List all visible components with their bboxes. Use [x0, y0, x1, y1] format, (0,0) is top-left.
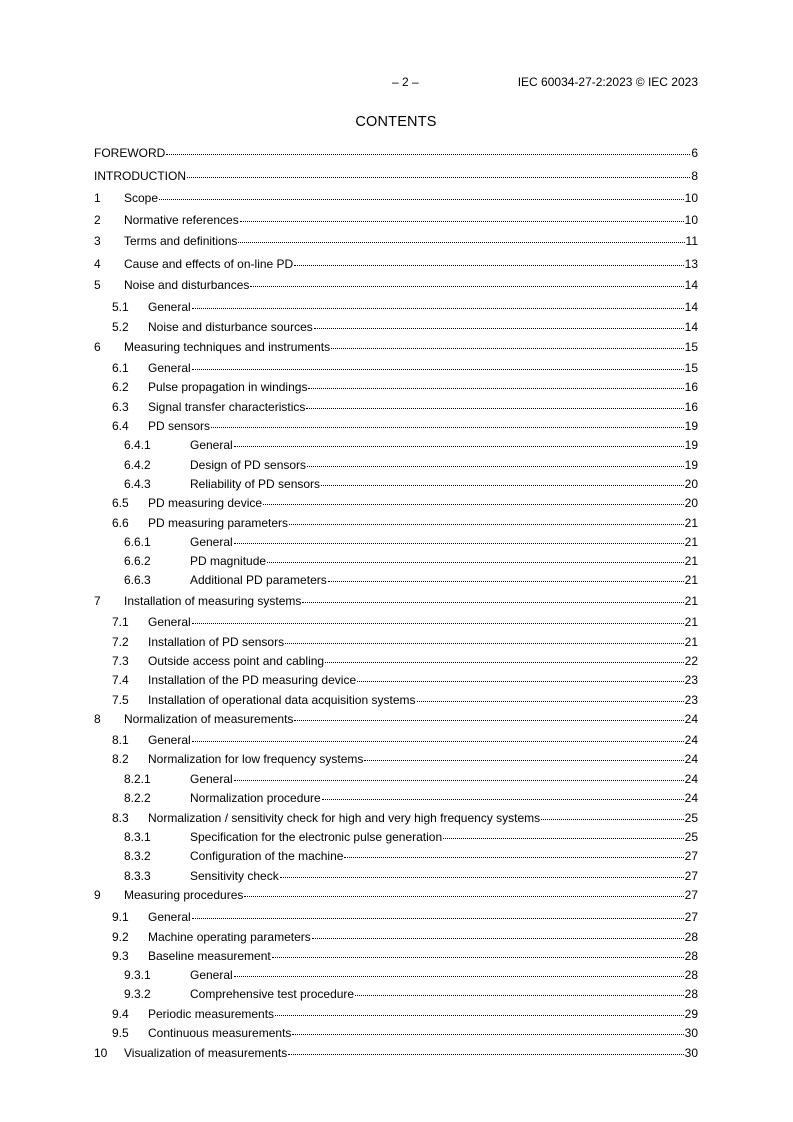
dot-leader	[192, 730, 684, 742]
toc-entry-title: Terms and definitions	[124, 234, 238, 248]
toc-entry-title: Installation of the PD measuring device	[148, 673, 357, 687]
toc-entry-number: 2	[94, 213, 101, 227]
toc-entry-title: PD measuring parameters	[148, 516, 289, 530]
dot-leader	[541, 808, 683, 820]
toc-entry-number: 9.2	[112, 930, 129, 944]
toc-entry-number: 5.1	[112, 300, 129, 314]
dot-leader	[306, 397, 683, 409]
toc-entry-number: 6.6.2	[124, 554, 151, 568]
dot-leader	[289, 513, 684, 525]
toc-entry-title: Additional PD parameters	[190, 573, 327, 587]
dot-leader	[302, 591, 683, 603]
toc-entry[interactable]	[94, 634, 698, 650]
dot-leader	[159, 188, 684, 200]
toc-entry-number: 9.3.2	[124, 987, 151, 1001]
toc-entry-page: 14	[684, 300, 698, 314]
toc-entry-title: Configuration of the machine	[190, 849, 344, 863]
toc-entry-title: General	[148, 361, 191, 375]
toc-entry-title: Scope	[124, 191, 159, 205]
toc-entry-page: 16	[684, 380, 698, 394]
toc-entry-title: Normalization of measurements	[124, 712, 294, 726]
dot-leader	[321, 474, 684, 486]
toc-entry-page: 21	[684, 573, 698, 587]
toc-entry-title: Measuring procedures	[124, 888, 244, 902]
toc-entry[interactable]	[94, 437, 698, 453]
dot-leader	[344, 846, 683, 858]
toc-entry-title: Design of PD sensors	[190, 458, 307, 472]
dot-leader	[328, 570, 684, 582]
toc-entry-page: 30	[684, 1046, 698, 1060]
dot-leader	[292, 1023, 683, 1035]
toc-entry-number: 7	[94, 594, 101, 608]
toc-entry[interactable]	[94, 929, 698, 945]
toc-entry[interactable]	[94, 515, 698, 531]
toc-entry-number: 6.6.1	[124, 535, 151, 549]
toc-entry-title: FOREWORD	[94, 146, 166, 160]
toc-entry-number: 7.5	[112, 693, 129, 707]
toc-entry-title: General	[190, 535, 233, 549]
toc-entry[interactable]	[94, 692, 698, 708]
toc-entry-page: 23	[684, 673, 698, 687]
dot-leader	[322, 788, 684, 800]
toc-entry[interactable]	[94, 299, 698, 315]
dot-leader	[285, 632, 684, 644]
toc-entry-title: General	[190, 772, 233, 786]
toc-entry-page: 14	[684, 320, 698, 334]
dot-leader	[417, 690, 684, 702]
dot-leader	[355, 984, 684, 996]
toc-entry[interactable]	[94, 360, 698, 376]
toc-entry-page: 27	[684, 869, 698, 883]
toc-entry-title: Noise and disturbance sources	[148, 320, 313, 334]
toc-entry-title: Periodic measurements	[148, 1007, 275, 1021]
dot-leader	[234, 965, 684, 977]
toc-entry[interactable]	[94, 848, 698, 864]
toc-entry[interactable]	[94, 418, 698, 434]
toc-entry-number: 6.4.1	[124, 438, 151, 452]
toc-entry-number: 8.2.2	[124, 791, 151, 805]
toc-entry-page: 25	[684, 811, 698, 825]
dot-leader	[234, 435, 684, 447]
toc-entry-number: 9.1	[112, 910, 129, 924]
toc-entry-title: General	[148, 910, 191, 924]
toc-entry[interactable]	[94, 593, 698, 609]
toc-entry[interactable]	[94, 653, 698, 669]
dot-leader	[192, 358, 684, 370]
toc-entry-title: Measuring techniques and instruments	[124, 340, 331, 354]
toc-entry-page: 28	[684, 930, 698, 944]
toc-entry-page: 21	[684, 554, 698, 568]
toc-entry-title: INTRODUCTION	[94, 169, 186, 183]
toc-entry-title: General	[148, 733, 191, 747]
toc-entry[interactable]	[94, 751, 698, 767]
dot-leader	[238, 231, 684, 243]
dot-leader	[267, 551, 684, 563]
toc-entry-page: 25	[684, 830, 698, 844]
toc-entry-page: 19	[684, 458, 698, 472]
toc-entry-page: 22	[684, 654, 698, 668]
dot-leader	[307, 455, 684, 467]
toc-entry[interactable]	[94, 1045, 698, 1061]
toc-entry[interactable]	[94, 457, 698, 473]
dot-leader	[312, 927, 684, 939]
dot-leader	[187, 166, 690, 178]
toc-entry-number: 8.1	[112, 733, 129, 747]
toc-entry-number: 5	[94, 278, 101, 292]
toc-entry-number: 7.1	[112, 615, 129, 629]
toc-entry-title: General	[190, 968, 233, 982]
toc-entry-title: General	[148, 300, 191, 314]
toc-entry-number: 9.3	[112, 949, 129, 963]
toc-entry-title: Sensitivity check	[190, 869, 279, 883]
toc-entry-page: 28	[684, 968, 698, 982]
dot-leader	[166, 143, 690, 155]
toc-entry-title: PD measuring device	[148, 496, 263, 510]
dot-leader	[211, 416, 684, 428]
toc-entry-number: 8.2.1	[124, 772, 151, 786]
toc-entry-title: PD magnitude	[190, 554, 267, 568]
toc-entry-page: 27	[684, 910, 698, 924]
toc-entry-title: General	[148, 615, 191, 629]
toc-entry-page: 21	[684, 535, 698, 549]
toc-entry-page: 30	[684, 1026, 698, 1040]
toc-entry-number: 6	[94, 340, 101, 354]
dot-leader	[234, 769, 684, 781]
toc-entry-number: 6.3	[112, 400, 129, 414]
toc-entry-title: Normalization procedure	[190, 791, 321, 805]
toc-entry-title: Machine operating parameters	[148, 930, 311, 944]
toc-entry-number: 8.3	[112, 811, 129, 825]
toc-entry-title: General	[190, 438, 233, 452]
toc-entry-title: Outside access point and cabling	[148, 654, 325, 668]
toc-entry-number: 8.2	[112, 752, 129, 766]
toc-entry[interactable]	[94, 476, 698, 492]
toc-entry-title: Signal transfer characteristics	[148, 400, 306, 414]
toc-entry-number: 8	[94, 712, 101, 726]
toc-entry-number: 8.3.2	[124, 849, 151, 863]
toc-entry-page: 28	[684, 987, 698, 1001]
dot-leader	[314, 317, 684, 329]
toc-entry[interactable]	[94, 868, 698, 884]
toc-entry-page: 24	[684, 733, 698, 747]
toc-entry-page: 21	[684, 516, 698, 530]
dot-leader	[308, 377, 683, 389]
dot-leader	[288, 1043, 683, 1055]
dot-leader	[192, 612, 684, 624]
toc-entry-page: 21	[684, 594, 698, 608]
toc-entry-title: Normative references	[124, 213, 239, 227]
toc-entry-number: 9	[94, 888, 101, 902]
toc-entry[interactable]	[94, 967, 698, 983]
toc-entry-page: 15	[684, 361, 698, 375]
toc-entry-number: 6.5	[112, 496, 129, 510]
toc-entry-page: 29	[684, 1007, 698, 1021]
toc-entry[interactable]	[94, 212, 698, 228]
dot-leader	[357, 670, 684, 682]
toc-entry-page: 8	[691, 169, 698, 183]
toc-entry[interactable]	[94, 986, 698, 1002]
toc-entry[interactable]	[94, 810, 698, 826]
dot-leader	[272, 946, 684, 958]
toc-entry-page: 16	[684, 400, 698, 414]
toc-entry[interactable]	[94, 233, 698, 249]
dot-leader	[325, 651, 684, 663]
toc-entry-title: Visualization of measurements	[124, 1046, 288, 1060]
toc-entry-number: 7.2	[112, 635, 129, 649]
toc-entry-page: 19	[684, 419, 698, 433]
toc-entry[interactable]	[94, 1006, 698, 1022]
toc-entry-page: 10	[684, 213, 698, 227]
toc-entry-title: Cause and effects of on-line PD	[124, 257, 294, 271]
toc-entry-page: 24	[684, 791, 698, 805]
dot-leader	[331, 337, 684, 349]
page-header	[94, 75, 698, 91]
toc-entry-page: 19	[684, 438, 698, 452]
toc-entry-number: 6.6.3	[124, 573, 151, 587]
dot-leader	[250, 275, 683, 287]
dot-leader	[192, 907, 684, 919]
toc-entry[interactable]	[94, 379, 698, 395]
toc-entry-number: 4	[94, 257, 101, 271]
document-id: IEC 60034-27-2:2023 © IEC 2023	[517, 75, 698, 89]
toc-entry[interactable]	[94, 339, 698, 355]
toc-entry[interactable]	[94, 909, 698, 925]
toc-entry[interactable]	[94, 948, 698, 964]
toc-entry[interactable]	[94, 168, 698, 184]
dot-leader	[275, 1004, 684, 1016]
dot-leader	[294, 709, 683, 721]
toc-entry-number: 6.2	[112, 380, 129, 394]
dot-leader	[240, 210, 684, 222]
toc-entry-title: Normalization / sensitivity check for high and very high frequency systems	[148, 811, 541, 825]
toc-entry-number: 9.5	[112, 1026, 129, 1040]
toc-entry-page: 23	[684, 693, 698, 707]
toc-entry-title: Continuous measurements	[148, 1026, 292, 1040]
toc-entry-title: Installation of PD sensors	[148, 635, 285, 649]
toc-entry-number: 8.3.1	[124, 830, 151, 844]
toc-entry-page: 24	[684, 772, 698, 786]
toc-entry-page: 10	[684, 191, 698, 205]
toc-entry-title: Normalization for low frequency systems	[148, 752, 364, 766]
toc-entry-page: 21	[684, 635, 698, 649]
dot-leader	[244, 885, 683, 897]
toc-entry-number: 6.6	[112, 516, 129, 530]
page-number: – 2 –	[392, 75, 419, 89]
toc-entry-number: 8.3.3	[124, 869, 151, 883]
toc-entry-page: 6	[691, 146, 698, 160]
toc-entry-page: 27	[684, 849, 698, 863]
toc-entry[interactable]	[94, 771, 698, 787]
toc-entry-number: 5.2	[112, 320, 129, 334]
toc-entry[interactable]	[94, 790, 698, 806]
toc-entry[interactable]	[94, 553, 698, 569]
toc-entry-page: 28	[684, 949, 698, 963]
toc-entry-number: 9.4	[112, 1007, 129, 1021]
toc-entry-title: PD sensors	[148, 419, 211, 433]
dot-leader	[192, 297, 684, 309]
toc-entry-title: Installation of operational data acquisition systems	[148, 693, 416, 707]
toc-entry[interactable]	[94, 495, 698, 511]
toc-entry-number: 3	[94, 234, 101, 248]
toc-entry[interactable]	[94, 145, 698, 161]
toc-entry-number: 7.3	[112, 654, 129, 668]
toc-entry-number: 1	[94, 191, 101, 205]
contents-title: CONTENTS	[355, 114, 437, 130]
dot-leader	[294, 254, 683, 266]
toc-entry-number: 6.1	[112, 361, 129, 375]
toc-entry-page: 11	[685, 234, 698, 248]
toc-entry[interactable]	[94, 319, 698, 335]
toc-entry-page: 20	[684, 496, 698, 510]
toc-entry-page: 20	[684, 477, 698, 491]
dot-leader	[443, 827, 683, 839]
toc-entry-title: Installation of measuring systems	[124, 594, 302, 608]
dot-leader	[234, 532, 684, 544]
toc-entry-number: 9.3.1	[124, 968, 151, 982]
toc-entry-title: Reliability of PD sensors	[190, 477, 321, 491]
toc-entry-number: 6.4	[112, 419, 129, 433]
toc-entry-page: 14	[684, 278, 698, 292]
toc-entry-title: Noise and disturbances	[124, 278, 250, 292]
toc-entry[interactable]	[94, 534, 698, 550]
toc-entry-page: 15	[684, 340, 698, 354]
toc-entry[interactable]	[94, 887, 698, 903]
toc-entry-number: 10	[94, 1046, 108, 1060]
toc-entry[interactable]	[94, 614, 698, 630]
toc-entry[interactable]	[94, 256, 698, 272]
toc-entry-number: 6.4.2	[124, 458, 151, 472]
toc-entry[interactable]	[94, 572, 698, 588]
dot-leader	[280, 866, 684, 878]
toc-entry-page: 24	[684, 752, 698, 766]
toc-entry-number: 7.4	[112, 673, 129, 687]
toc-entry[interactable]	[94, 190, 698, 206]
dot-leader	[263, 493, 684, 505]
toc-entry-number: 6.4.3	[124, 477, 151, 491]
toc-entry-title: Pulse propagation in windings	[148, 380, 308, 394]
toc-entry[interactable]	[94, 277, 698, 293]
toc-entry[interactable]	[94, 399, 698, 415]
toc-entry-title: Specification for the electronic pulse generation	[190, 830, 443, 844]
toc-entry-page: 27	[684, 888, 698, 902]
toc-entry-title: Comprehensive test procedure	[190, 987, 355, 1001]
toc-entry-page: 24	[684, 712, 698, 726]
toc-entry-title: Baseline measurement	[148, 949, 271, 963]
toc-entry-page: 13	[684, 257, 698, 271]
toc-entry[interactable]	[94, 711, 698, 727]
toc-entry-page: 21	[684, 615, 698, 629]
toc-entry[interactable]	[94, 1025, 698, 1041]
toc-entry[interactable]	[94, 732, 698, 748]
toc-entry[interactable]	[94, 829, 698, 845]
toc-entry[interactable]	[94, 672, 698, 688]
dot-leader	[364, 749, 683, 761]
